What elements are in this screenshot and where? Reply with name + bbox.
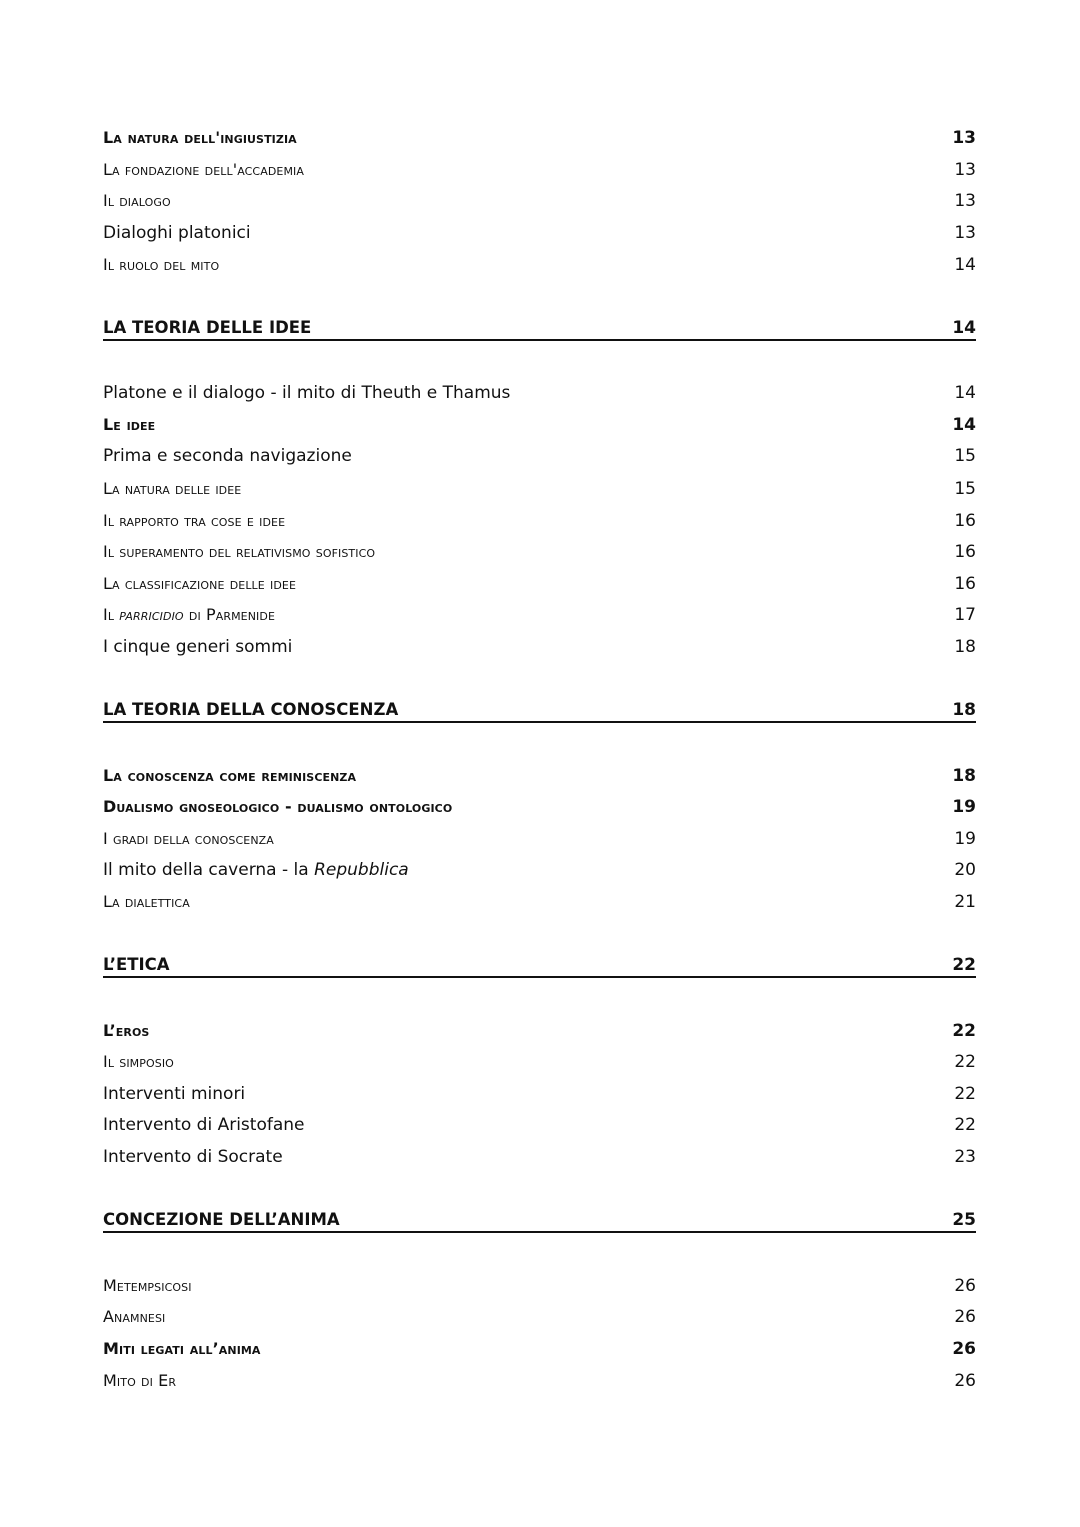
- toc-entry-title: Il ruolo del mito: [103, 255, 220, 274]
- toc-entry-page-number: 26: [952, 1339, 976, 1359]
- toc-entry-title: La natura delle idee: [103, 479, 242, 498]
- toc-entry-page-number: 13: [952, 128, 976, 148]
- toc-entry-title-part: Il: [103, 605, 120, 624]
- toc-entry-page-number: 16: [954, 542, 976, 562]
- toc-entry-page-number: 17: [954, 605, 976, 625]
- toc-entry-title: Prima e seconda navigazione: [103, 446, 352, 466]
- toc-entry-title: La fondazione dell'accademia: [103, 160, 305, 179]
- toc-entry-page-number: 18: [952, 766, 976, 786]
- toc-entry-title: La natura dell'ingiustizia: [103, 128, 297, 147]
- toc-section-heading[interactable]: [103, 1210, 976, 1233]
- toc-entry-title: LA TEORIA DELLE IDEE: [103, 318, 312, 337]
- toc-entry-page-number: 22: [952, 955, 976, 975]
- toc-entry-page-number: 20: [954, 860, 976, 880]
- toc-entry-title: L’ETICA: [103, 955, 170, 974]
- toc-entry[interactable]: [103, 797, 976, 817]
- toc-entry-title: La classificazione delle idee: [103, 574, 297, 593]
- toc-entry[interactable]: [103, 415, 976, 435]
- toc-entry-page-number: 25: [952, 1210, 976, 1230]
- toc-entry-title: Le idee: [103, 415, 156, 434]
- toc-entry-page-number: 13: [954, 160, 976, 180]
- toc-entry-title: L’eros: [103, 1021, 150, 1040]
- toc-section-heading[interactable]: [103, 318, 976, 341]
- toc-entry[interactable]: [103, 128, 976, 148]
- toc-entry-title: I gradi della conoscenza: [103, 829, 274, 848]
- toc-entry[interactable]: [103, 766, 976, 786]
- toc-entry-page-number: 13: [954, 223, 976, 243]
- toc-entry-title: Intervento di Aristofane: [103, 1115, 305, 1135]
- toc-entry-title: I cinque generi sommi: [103, 637, 293, 657]
- toc-entry-page-number: 18: [954, 637, 976, 657]
- toc-entry-page-number: 26: [954, 1307, 976, 1327]
- toc-entry[interactable]: [103, 1115, 976, 1135]
- toc-entry-page-number: 22: [954, 1052, 976, 1072]
- toc-entry[interactable]: [103, 1084, 976, 1104]
- toc-section-heading[interactable]: [103, 955, 976, 978]
- toc-entry-page-number: 22: [954, 1115, 976, 1135]
- toc-entry[interactable]: [103, 542, 976, 562]
- toc-entry[interactable]: [103, 1276, 976, 1296]
- toc-entry[interactable]: [103, 255, 976, 275]
- toc-entry-title-part: parricidio: [119, 605, 184, 624]
- toc-entry-title: Metempsicosi: [103, 1276, 192, 1295]
- toc-entry-title: [103, 605, 275, 624]
- toc-entry-page-number: 19: [954, 829, 976, 849]
- toc-entry-page-number: 15: [954, 479, 976, 499]
- toc-entry[interactable]: [103, 446, 976, 466]
- toc-entry-page-number: 14: [952, 415, 976, 435]
- toc-entry-title: Il dialogo: [103, 191, 171, 210]
- toc-entry[interactable]: [103, 605, 976, 625]
- toc-entry-title: LA TEORIA DELLA CONOSCENZA: [103, 700, 399, 719]
- toc-entry[interactable]: [103, 574, 976, 594]
- toc-entry-title: Il simposio: [103, 1052, 174, 1071]
- toc-entry-page-number: 22: [954, 1084, 976, 1104]
- toc-entry-title: Intervento di Socrate: [103, 1147, 283, 1167]
- toc-entry-title: La dialettica: [103, 892, 190, 911]
- toc-entry[interactable]: [103, 223, 976, 243]
- toc-entry[interactable]: [103, 383, 976, 403]
- toc-entry[interactable]: [103, 892, 976, 912]
- toc-entry[interactable]: [103, 1307, 976, 1327]
- toc-entry-page-number: 19: [952, 797, 976, 817]
- toc-entry-page-number: 26: [954, 1371, 976, 1391]
- toc-entry[interactable]: [103, 1371, 976, 1391]
- toc-entry-page-number: 15: [954, 446, 976, 466]
- toc-entry[interactable]: [103, 1052, 976, 1072]
- toc-entry[interactable]: [103, 1021, 976, 1041]
- toc-entry-page-number: 22: [952, 1021, 976, 1041]
- toc-entry-title-part: di Parmenide: [183, 605, 276, 624]
- toc-entry[interactable]: [103, 160, 976, 180]
- toc-entry[interactable]: [103, 637, 976, 657]
- toc-entry-page-number: 23: [954, 1147, 976, 1167]
- toc-entry-page-number: 16: [954, 511, 976, 531]
- toc-entry-title: Anamnesi: [103, 1307, 166, 1326]
- toc-entry-page-number: 14: [954, 255, 976, 275]
- toc-entry-title-part: Repubblica: [314, 860, 409, 880]
- toc-entry-page-number: 14: [954, 383, 976, 403]
- toc-entry-page-number: 14: [952, 318, 976, 338]
- toc-entry-title: La conoscenza come reminiscenza: [103, 766, 357, 785]
- toc-entry[interactable]: [103, 479, 976, 499]
- toc-entry[interactable]: [103, 829, 976, 849]
- toc-entry-page-number: 26: [954, 1276, 976, 1296]
- toc-entry-title: Il superamento del relativismo sofistico: [103, 542, 376, 561]
- toc-entry-title: Il rapporto tra cose e idee: [103, 511, 286, 530]
- toc-entry[interactable]: [103, 1339, 976, 1359]
- toc-entry-title: CONCEZIONE DELL’ANIMA: [103, 1210, 340, 1229]
- toc-entry[interactable]: [103, 191, 976, 211]
- toc-entry-title: Platone e il dialogo - il mito di Theuth e Thamus: [103, 383, 511, 403]
- toc-entry-page-number: 13: [954, 191, 976, 211]
- toc-entry-title: Dualismo gnoseologico - dualismo ontologico: [103, 797, 453, 816]
- toc-entry-page-number: 16: [954, 574, 976, 594]
- toc-entry-page-number: 18: [952, 700, 976, 720]
- toc-entry-title: Dialoghi platonici: [103, 223, 251, 243]
- toc-entry-title: Mito di Er: [103, 1371, 177, 1390]
- toc-entry-title: [103, 860, 409, 880]
- toc-entry-title: Interventi minori: [103, 1084, 246, 1104]
- toc-entry-title-part: Il mito della caverna - la: [103, 860, 315, 880]
- toc-entry-page-number: 21: [954, 892, 976, 912]
- toc-entry-title: Miti legati all’anima: [103, 1339, 261, 1358]
- toc-entry[interactable]: [103, 860, 976, 880]
- toc-entry[interactable]: [103, 1147, 976, 1167]
- toc-section-heading[interactable]: [103, 700, 976, 723]
- toc-entry[interactable]: [103, 511, 976, 531]
